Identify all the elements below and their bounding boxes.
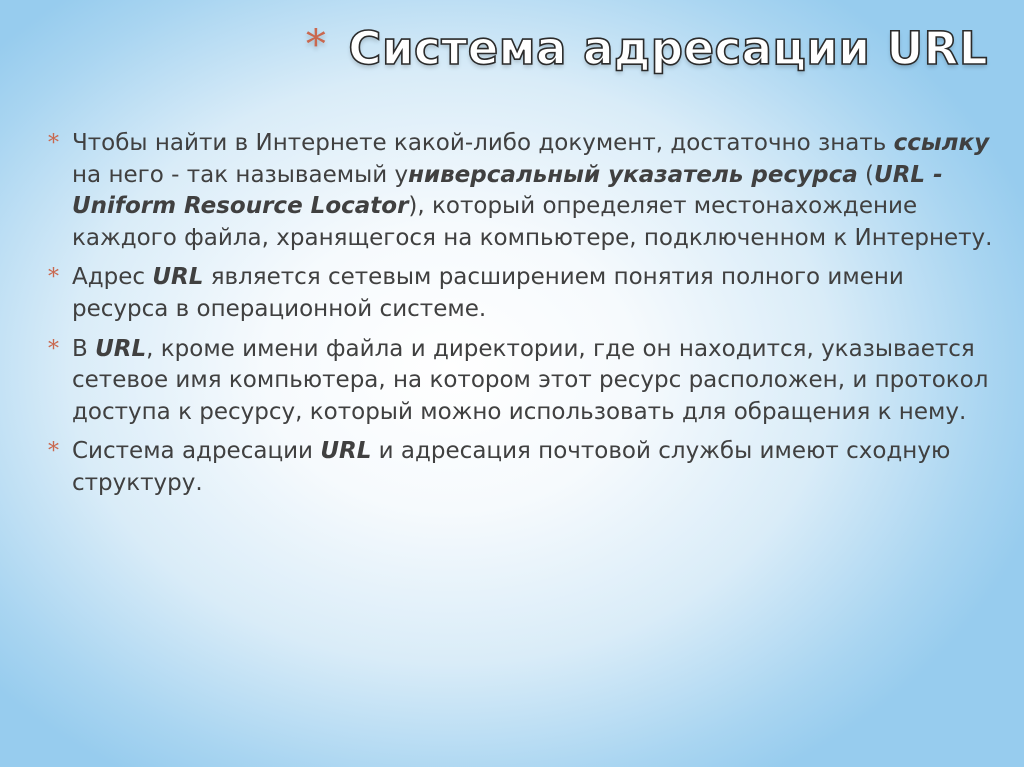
bullet-icon: *: [48, 336, 59, 362]
text-segment: является сетевым расширением понятия полного имени ресурса в операционной системе.: [72, 264, 904, 322]
bullet-text: [72, 130, 992, 251]
bullet-item: [48, 436, 998, 499]
bullet-item: [48, 262, 998, 325]
bullet-item: [48, 128, 998, 254]
text-segment: , кроме имени файла и директории, где он находится, указывается сетевое имя компьютера, на котором этот ресурс расположен, и протокол доступа к ресурсу, который можно использовать для обращения к нему.: [72, 335, 989, 425]
text-segment: на него - так называемый у: [72, 161, 409, 188]
bullet-item: [48, 334, 998, 429]
text-segment: Система адресации: [72, 438, 321, 465]
emphasis-text: URL: [320, 438, 372, 465]
bullet-text: [72, 438, 950, 496]
bullet-icon: *: [48, 131, 59, 156]
title-text: Система адресации URL: [348, 22, 988, 75]
text-segment: (: [857, 161, 875, 188]
title-bullet-icon: *: [305, 22, 327, 68]
emphasis-text: URL: [152, 264, 204, 291]
emphasis-text: ссылку: [893, 130, 990, 156]
bullet-icon: *: [48, 439, 59, 465]
text-segment: Чтобы найти в Интернете какой-либо документ, достаточно знать: [72, 130, 894, 156]
slide-title: [306, 22, 988, 75]
emphasis-text: URL - Uniform Resource Locator: [72, 161, 943, 220]
emphasis-text: URL: [95, 335, 147, 362]
text-segment: ), который определяет местонахождение каждого файла, хранящегося на компьютере, подключенном к Интернету.: [72, 193, 993, 251]
text-segment: и адресация почтовой службы имеют сходную структуру.: [72, 438, 951, 496]
text-segment: Адрес: [72, 264, 153, 291]
bullet-list: [48, 128, 998, 508]
bullet-text: [72, 336, 988, 425]
text-segment: В: [72, 335, 96, 362]
bullet-icon: *: [48, 265, 59, 291]
emphasis-text: ниверсальный указатель ресурса: [408, 161, 858, 188]
bullet-text: [72, 264, 904, 322]
